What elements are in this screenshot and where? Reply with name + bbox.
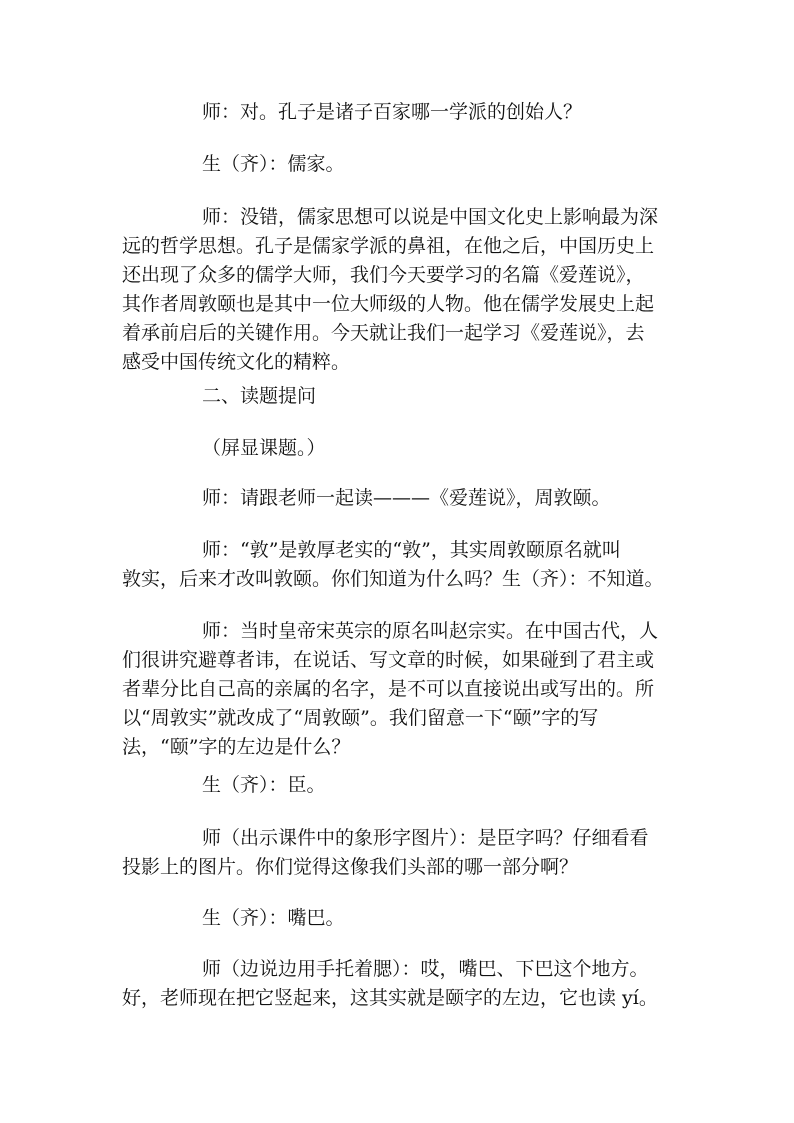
paragraph-student-answer-confucianism xyxy=(202,150,345,179)
text-line: 感受中国传统文化的精粹。 xyxy=(122,351,351,373)
text-line: 师（出示课件中的象形字图片）：是臣字吗？仔细看看 xyxy=(202,827,649,849)
paragraph-teacher-explains-confucianism xyxy=(122,203,682,377)
text-line: 生（齐）：臣。 xyxy=(202,774,326,796)
text-line: 敦实，后来才改叫敦颐。你们知道为什么吗？生（齐）：不知道。 xyxy=(122,568,664,590)
section-heading-reading-title xyxy=(202,382,316,411)
text-line: 远的哲学思想。孔子是儒家学派的鼻祖，在他之后，中国历史上 xyxy=(122,235,655,257)
text-line: 师：“敦”是敦厚老实的“敦”，其实周敦颐原名就叫 xyxy=(202,539,621,561)
paragraph-teacher-taboo-explanation xyxy=(122,617,682,762)
text-line: 其作者周敦颐也是其中一位大师级的人物。他在儒学发展史上起 xyxy=(122,293,655,315)
text-line: 生（齐）：嘴巴。 xyxy=(202,907,345,929)
text-line: 师：没错，儒家思想可以说是中国文化史上影响最为深 xyxy=(202,206,659,228)
text-line: 生（齐）：儒家。 xyxy=(202,153,345,175)
text-line: 好，老师现在把它竖起来，这其实就是颐字的左边，它也读 yí。 xyxy=(122,987,658,1009)
text-line: 们很讲究避尊者讳，在说话、写文章的时候，如果碰到了君主或 xyxy=(122,649,655,671)
text-line: 师：当时皇帝宋英宗的原名叫赵宗实。在中国古代，人 xyxy=(202,620,659,642)
text-line: 着承前启后的关键作用。今天就让我们一起学习《爱莲说》，去 xyxy=(122,322,645,344)
paragraph-teacher-chin-gesture xyxy=(122,955,682,1013)
text-line: 师：请跟老师一起读———《爱莲说》，周敦颐。 xyxy=(202,487,611,509)
text-line: 以“周敦实”就改成了“周敦颐”。我们留意一下“颐”字的写 xyxy=(122,707,599,729)
text-line: （屏显课题。） xyxy=(202,437,326,459)
paragraph-teacher-read-together xyxy=(202,484,611,513)
text-line: 二、读题提问 xyxy=(202,385,317,407)
text-line: 法，“颐”字的左边是什么？ xyxy=(122,736,351,758)
text-line: 师：对。孔子是诸子百家哪一学派的创始人？ xyxy=(202,101,583,123)
text-line: 者辈分比自己高的亲属的名字，是不可以直接说出或写出的。所 xyxy=(122,678,655,700)
text-line: 师（边说边用手托着腮）：哎，嘴巴、下巴这个地方。 xyxy=(202,958,649,980)
paragraph-teacher-pictograph xyxy=(122,824,682,882)
paragraph-student-answer-chen xyxy=(202,771,326,800)
text-line: 还出现了众多的儒学大师，我们今天要学习的名篇《爱莲说》， xyxy=(122,264,645,286)
paragraph-teacher-question-confucius xyxy=(202,98,582,127)
paragraph-teacher-dun-explanation xyxy=(122,536,682,594)
paragraph-screen-title-note xyxy=(202,434,326,463)
text-line: 投影上的图片。你们觉得这像我们头部的哪一部分啊？ xyxy=(122,856,579,878)
paragraph-student-answer-mouth xyxy=(202,904,345,933)
